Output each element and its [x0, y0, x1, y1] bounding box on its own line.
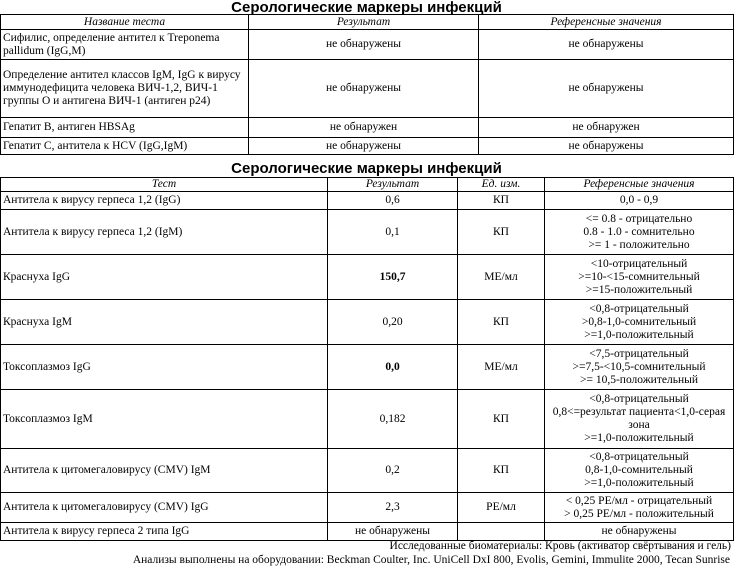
- table-row: [1, 493, 734, 523]
- unit-value: КП: [458, 210, 545, 255]
- column-header-test: Название теста: [1, 15, 249, 30]
- result-value: не обнаружены: [249, 138, 479, 155]
- unit-value: РЕ/мл: [458, 493, 545, 523]
- result-value: не обнаружены: [249, 30, 479, 60]
- table-row: [1, 118, 734, 138]
- result-value: 0,1: [328, 210, 458, 255]
- table-row: [1, 138, 734, 155]
- table-row: [1, 30, 734, 60]
- table-row: [1, 390, 734, 449]
- unit-value: [458, 523, 545, 541]
- reference-value: не обнаружены: [479, 30, 734, 60]
- test-name: Определение антител классов IgM, IgG к вирусу иммунодефицита человека ВИЧ-1,2, ВИЧ-1 группы О и антигена ВИЧ-1 (антиген p24): [1, 60, 249, 118]
- result-value: 0,0: [328, 345, 458, 390]
- test-name: Токсоплазмоз IgM: [1, 390, 328, 449]
- unit-value: КП: [458, 300, 545, 345]
- reference-value: не обнаружены: [545, 523, 734, 541]
- column-header-reference: Референсные значения: [479, 15, 734, 30]
- reference-value: <0,8-отрицательный 0,8-1,0-сомнительный >=1,0-положительный: [545, 449, 734, 493]
- reference-value: 0,0 - 0,9: [545, 192, 734, 210]
- column-header-unit: Ед. изм.: [458, 178, 545, 192]
- table-row: [1, 300, 734, 345]
- column-header-result: Результат: [328, 178, 458, 192]
- test-name: Гепатит В, антиген HBSAg: [1, 118, 249, 138]
- reference-value: <10-отрицательный >=10-<15-сомнительный >=15-положительный: [545, 255, 734, 300]
- reference-value: <0,8-отрицательный 0,8<=результат пациента<1,0-серая зона >=1,0-положительный: [545, 390, 734, 449]
- section2-header-row: [1, 178, 734, 192]
- table-row: [1, 192, 734, 210]
- table-row: [1, 210, 734, 255]
- table-row: [1, 449, 734, 493]
- table-row: [1, 345, 734, 390]
- reference-value: не обнаружены: [479, 60, 734, 118]
- test-name: Антитела к вирусу герпеса 1,2 (IgG): [1, 192, 328, 210]
- test-name: Краснуха IgM: [1, 300, 328, 345]
- table-row: [1, 60, 734, 118]
- column-header-reference: Референсные значения: [545, 178, 734, 192]
- result-value: 0,20: [328, 300, 458, 345]
- column-header-test: Тест: [1, 178, 328, 192]
- result-value: не обнаружены: [249, 60, 479, 118]
- unit-value: КП: [458, 449, 545, 493]
- section2-table: [0, 177, 734, 541]
- section1-title: Серологические маркеры инфекций: [231, 0, 502, 16]
- test-name: Токсоплазмоз IgG: [1, 345, 328, 390]
- section1-header-row: [1, 15, 734, 30]
- reference-value: < 0,25 РЕ/мл - отрицательный > 0,25 РЕ/мл - положительный: [545, 493, 734, 523]
- test-name: Антитела к вирусу герпеса 1,2 (IgM): [1, 210, 328, 255]
- reference-value: не обнаружен: [479, 118, 734, 138]
- result-value: не обнаружены: [328, 523, 458, 541]
- test-name: Гепатит С, антитела к HCV (IgG,IgM): [1, 138, 249, 155]
- test-name: Краснуха IgG: [1, 255, 328, 300]
- result-value: 0,6: [328, 192, 458, 210]
- reference-value: <0,8-отрицательный >0,8-1,0-сомнительный >=1,0-положительный: [545, 300, 734, 345]
- unit-value: КП: [458, 390, 545, 449]
- section1-table: [0, 14, 734, 155]
- table-row: [1, 255, 734, 300]
- test-name: Антитела к цитомегаловирусу (CMV) IgM: [1, 449, 328, 493]
- test-name: Сифилис, определение антител к Treponema pallidum (IgG,M): [1, 30, 249, 60]
- reference-value: не обнаружены: [479, 138, 734, 155]
- unit-value: МЕ/мл: [458, 345, 545, 390]
- unit-value: КП: [458, 192, 545, 210]
- result-value: 0,182: [328, 390, 458, 449]
- result-value: 150,7: [328, 255, 458, 300]
- result-value: не обнаружен: [249, 118, 479, 138]
- result-value: 2,3: [328, 493, 458, 523]
- unit-value: МЕ/мл: [458, 255, 545, 300]
- test-name: Антитела к вирусу герпеса 2 типа IgG: [1, 523, 328, 541]
- test-name: Антитела к цитомегаловирусу (CMV) IgG: [1, 493, 328, 523]
- reference-value: <= 0.8 - отрицательно 0.8 - 1.0 - сомнительно >= 1 - положительно: [545, 210, 734, 255]
- section2-title: Серологические маркеры инфекций: [231, 160, 502, 177]
- reference-value: <7,5-отрицательный >=7,5-<10,5-сомнительный >= 10,5-положительный: [545, 345, 734, 390]
- equipment-note: Анализы выполнены на оборудовании: Beckman Coulter, Inc. UniCell DxI 800, Evolis, Gemini, Immulite 2000, Tecan Sunrise: [132, 554, 730, 566]
- biomaterial-note: Исследованные биоматериалы: Кровь (активатор свёртывания и гель): [389, 540, 731, 552]
- result-value: 0,2: [328, 449, 458, 493]
- table-row: [1, 523, 734, 541]
- column-header-result: Результат: [249, 15, 479, 30]
